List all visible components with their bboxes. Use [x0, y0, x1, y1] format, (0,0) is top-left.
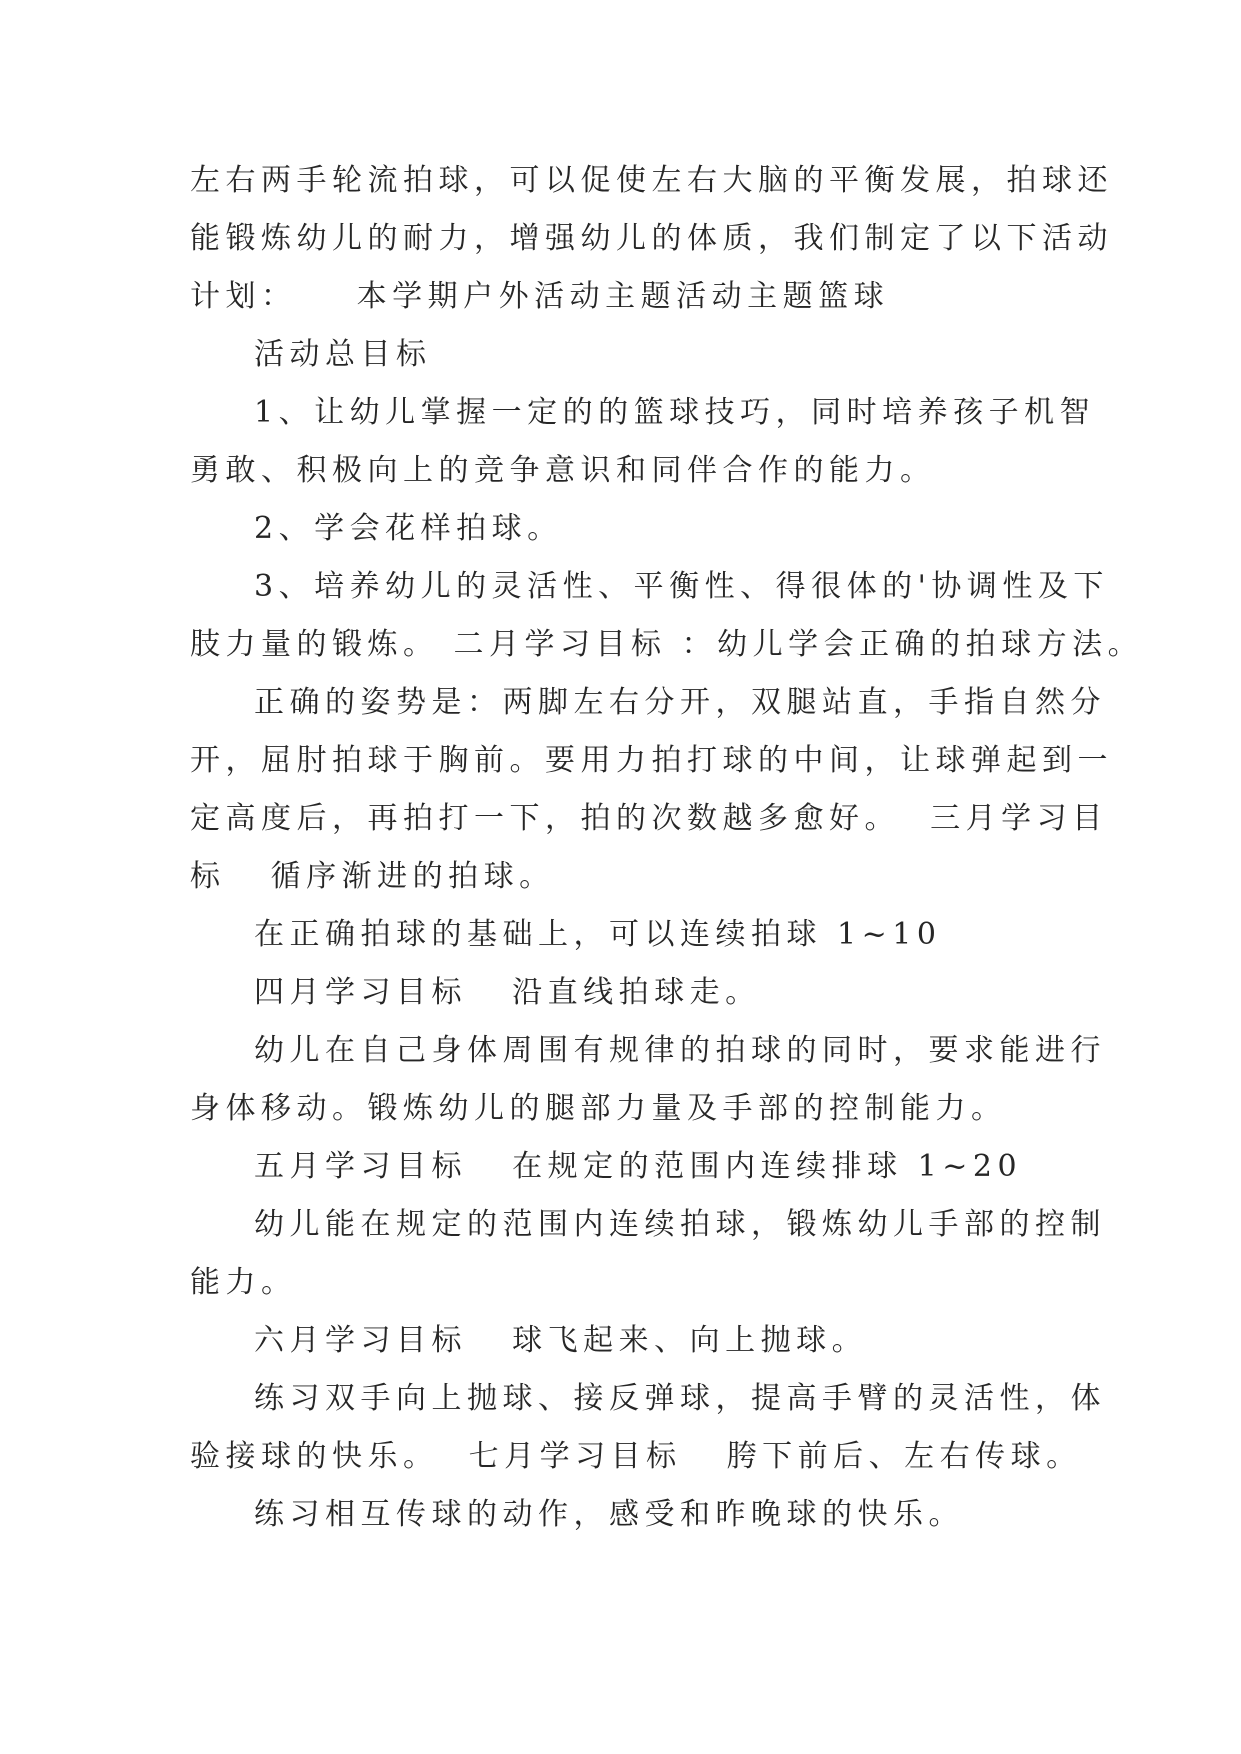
text-line: 身体移动。锻炼幼儿的腿部力量及手部的控制能力。 — [190, 1091, 1007, 1126]
text-line: 幼儿在自己身体周围有规律的拍球的同时，要求能进行 — [254, 1033, 1106, 1068]
text-line: 六月学习目标 球飞起来、向上抛球。 — [254, 1323, 868, 1358]
text-line: 正确的姿势是：两脚左右分开，双腿站直，手指自然分 — [254, 685, 1106, 720]
text-line: 3、培养幼儿的灵活性、平衡性、得很体的'协调性及下 — [254, 569, 1109, 604]
text-line: 能力。 — [190, 1265, 297, 1300]
text-line: 肢力量的锻炼。 二月学习目标 ：幼儿学会正确的拍球方法。 — [190, 627, 1144, 662]
text-line: 计划： 本学期户外活动主题活动主题篮球 — [190, 279, 890, 314]
text-line: 在正确拍球的基础上，可以连续拍球 1~10 — [254, 917, 942, 952]
text-line: 1、让幼儿掌握一定的的篮球技巧，同时培养孩子机智 — [254, 395, 1096, 430]
text-line: 开，屈肘拍球于胸前。要用力拍打球的中间，让球弹起到一 — [190, 743, 1113, 778]
text-line: 幼儿能在规定的范围内连续拍球，锻炼幼儿手部的控制 — [254, 1207, 1106, 1242]
text-line: 2、学会花样拍球。 — [254, 511, 563, 546]
text-line: 练习相互传球的动作，感受和昨晚球的快乐。 — [254, 1497, 964, 1532]
text-line: 练习双手向上抛球、接反弹球，提高手臂的灵活性，体 — [254, 1381, 1106, 1416]
text-line: 五月学习目标 在规定的范围内连续排球 1~20 — [254, 1149, 1023, 1184]
document-body — [190, 152, 1144, 1544]
text-line: 四月学习目标 沿直线拍球走。 — [254, 975, 761, 1010]
text-line: 验接球的快乐。 七月学习目标 胯下前后、左右传球。 — [190, 1439, 1082, 1474]
text-line: 能锻炼幼儿的耐力，增强幼儿的体质，我们制定了以下活动 — [190, 221, 1113, 256]
text-line: 左右两手轮流拍球，可以促使左右大脑的平衡发展，拍球还 — [190, 163, 1113, 198]
section-heading: 活动总目标 — [254, 337, 432, 372]
text-line: 定高度后，再拍打一下，拍的次数越多愈好。 三月学习目 — [190, 801, 1108, 836]
text-line: 勇敢、积极向上的竞争意识和同伴合作的能力。 — [190, 453, 936, 488]
text-line: 标 循序渐进的拍球。 — [190, 859, 555, 894]
